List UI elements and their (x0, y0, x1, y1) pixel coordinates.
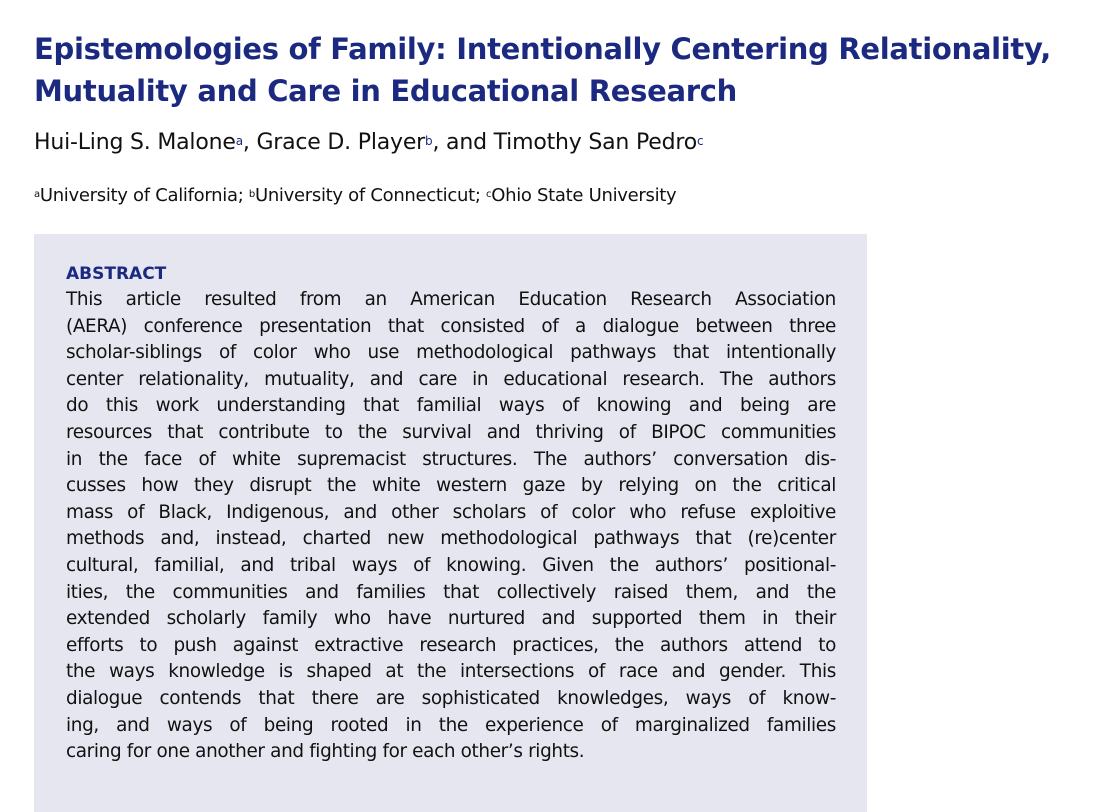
affiliation-marker: a (34, 189, 40, 200)
abstract-line: in the face of white supremacist structures. The authors’ conversation dis- (66, 448, 836, 470)
affiliation-name: Ohio State University (491, 185, 677, 206)
author-affiliation-marker[interactable]: b (425, 134, 433, 148)
abstract-line: extended scholarly family who have nurtured and supported them in their (66, 608, 836, 630)
author-affiliation-marker[interactable]: a (235, 134, 243, 148)
abstract-line: This article resulted from an American Education Research Association (66, 289, 836, 310)
author-separator: , and (432, 130, 494, 155)
author-separator: , (242, 130, 257, 155)
article-title-line-1: Epistemologies of Family: Intentionally Centering Relationality, (34, 32, 1052, 66)
article-title (34, 28, 1084, 112)
abstract-box (34, 234, 867, 812)
author-list (34, 127, 703, 159)
abstract-line: scholar-siblings of color who use methodological pathways that intentionally (66, 342, 836, 364)
author-name: Grace D. Player (256, 130, 426, 155)
abstract-line: do this work understanding that familial ways of knowing and being are (66, 395, 836, 417)
abstract-line: methods and, instead, charted new methodological pathways that (re)center (66, 528, 836, 550)
affiliation-name: University of Connecticut; (254, 185, 481, 206)
abstract-line: (AERA) conference presentation that consisted of a dialogue between three (66, 315, 836, 337)
author-affiliation-marker[interactable]: c (696, 134, 704, 148)
abstract-body (66, 287, 836, 766)
abstract-line: dialogue contends that there are sophisticated knowledges, ways of know- (66, 687, 836, 709)
author-name: Hui-Ling S. Malone (34, 130, 236, 155)
abstract-line: mass of Black, Indigenous, and other scholars of color who refuse exploitive (66, 501, 836, 523)
abstract-line: the ways knowledge is shaped at the intersections of race and gender. This (66, 661, 836, 683)
article-title-line-2: Mutuality and Care in Educational Research (34, 74, 737, 108)
affiliation-marker: b (248, 189, 255, 200)
affiliation-marker: c (486, 189, 492, 200)
abstract-line: center relationality, mutuality, and care in educational research. The authors (66, 368, 836, 390)
author-name: Timothy San Pedro (493, 130, 697, 155)
abstract-heading: ABSTRACT (66, 264, 167, 284)
abstract-line: efforts to push against extractive research practices, the authors attend to (66, 634, 836, 656)
abstract-line: ities, the communities and families that collectively raised them, and the (66, 581, 836, 603)
abstract-line: resources that contribute to the survival and thriving of BIPOC communities (66, 421, 836, 443)
abstract-line: cusses how they disrupt the white western gaze by relying on the critical (66, 475, 836, 497)
affiliation-list (34, 183, 676, 209)
abstract-line: cultural, familial, and tribal ways of knowing. Given the authors’ positional- (66, 554, 836, 576)
abstract-line: caring for one another and fighting for each other’s rights. (66, 741, 585, 763)
affiliation-name: University of California; (39, 185, 244, 206)
abstract-line: ing, and ways of being rooted in the experience of marginalized families (66, 714, 836, 736)
